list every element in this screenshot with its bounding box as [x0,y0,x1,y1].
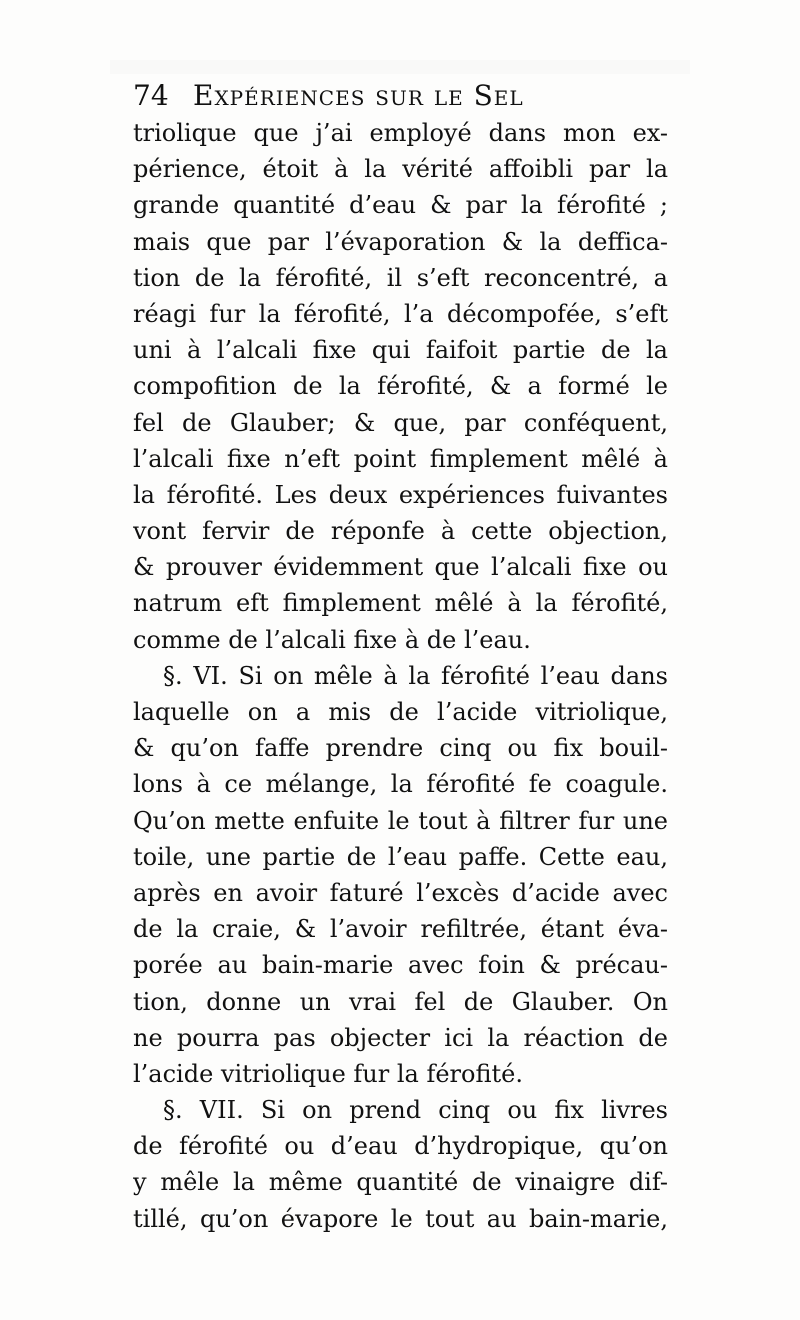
text-line: triolique que j’ai employé dans mon ex- [133,119,668,147]
text-line: de férofité ou d’eau d’hydropique, qu’on [133,1132,668,1161]
text-line: vont fervir de réponfe à cette objection, [133,517,668,546]
text-line: fel de Glauber; & que, par conféquent, [133,408,668,437]
page-number: 74 [133,79,169,112]
running-head [133,76,673,116]
text-line: §. VII. Si on prend cinq ou fix livres [163,1096,668,1125]
text-line: après en avoir faturé l’excès d’acide avec [133,878,668,907]
text-line: la férofité. Les deux expériences fuivantes [133,480,668,509]
text-line: natrum eft fimplement mêlé à la férofité, [133,589,668,618]
text-line: compofition de la férofité, & a formé le [133,372,668,401]
text-line: lons à ce mélange, la férofité fe coagule. [133,770,668,799]
text-line: §. VI. Si on mêle à la férofité l’eau dans [163,661,668,690]
text-line: de la craie, & l’avoir refiltrée, étant éva- [133,915,668,944]
text-line: mais que par l’évaporation & la deffica- [133,227,668,256]
text-line: & prouver évidemment que l’alcali fixe ou [133,553,668,582]
running-title: Expériences sur le Sel [193,79,524,112]
text-line: réagi fur la férofité, l’a décompofée, s’eft [133,299,668,328]
text-line: l’alcali fixe n’eft point fimplement mêlé à [133,444,668,473]
text-line: y mêle la même quantité de vinaigre dif- [133,1168,668,1197]
text-line: uni à l’alcali fixe qui faifoit partie de la [133,336,668,365]
text-line: ne pourra pas objecter ici la réaction de [133,1023,668,1052]
text-line: grande quantité d’eau & par la férofité ; [133,191,668,220]
text-line: toile, une partie de l’eau paffe. Cette eau, [133,842,668,871]
text-line: l’acide vitriolique fur la férofité. [133,1059,523,1088]
body-text [133,115,668,1237]
text-line: tion, donne un vrai fel de Glauber. On [133,987,668,1016]
paper-shadow [110,60,690,74]
text-line: comme de l’alcali fixe à de l’eau. [133,625,531,654]
text-line: périence, étoit à la vérité affoibli par la [133,155,668,184]
text-line: laquelle on a mis de l’acide vitriolique, [133,698,668,726]
text-line: Qu’on mette enfuite le tout à filtrer fur une [133,806,668,835]
text-line: & qu’on faffe prendre cinq ou fix bouil- [133,734,668,763]
text-line: porée au bain-marie avec foin & précau- [133,951,668,980]
text-line: tion de la férofité, il s’eft reconcentré, a [133,263,668,292]
text-line: tillé, qu’on évapore le tout au bain-marie, [133,1204,668,1233]
